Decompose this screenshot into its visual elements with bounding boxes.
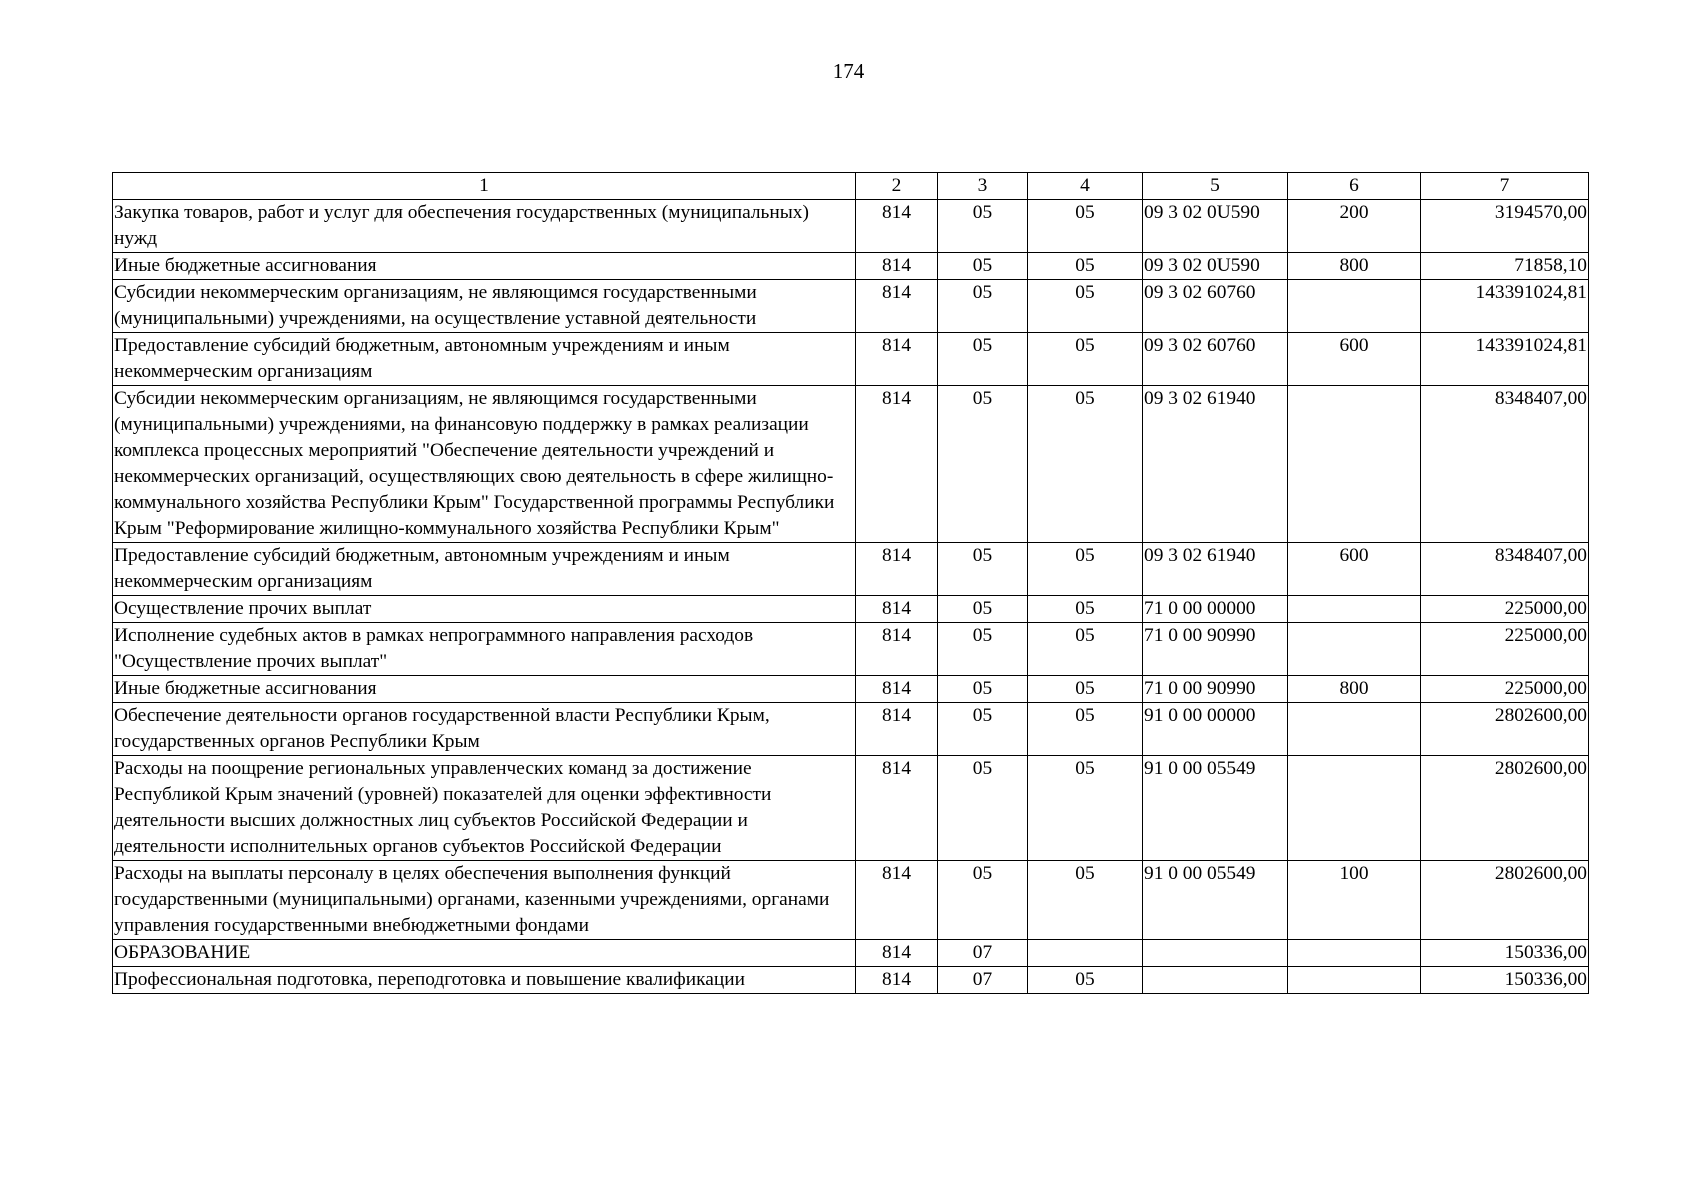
target-article-cell: 91 0 00 00000 <box>1143 703 1288 756</box>
expense-name-cell: Предоставление субсидий бюджетным, автономным учреждениям и иным некоммерческим организациям <box>113 543 856 596</box>
expense-type-cell <box>1288 967 1421 994</box>
expense-name-cell: Закупка товаров, работ и услуг для обеспечения государственных (муниципальных) нужд <box>113 200 856 253</box>
table-row <box>113 596 1589 623</box>
table-row <box>113 543 1589 596</box>
subsection-code-cell: 05 <box>1028 543 1143 596</box>
target-article-cell: 09 3 02 60760 <box>1143 280 1288 333</box>
expense-name-cell: Субсидии некоммерческим организациям, не являющимся государственными (муниципальными) учреждениями, на финансовую поддержку в рамках реализации комплекса процессных мероприятий "Обеспечение деятельности учреждений и некоммерческих организаций, осуществляющих свою деятельность в сфере жилищно-коммунального хозяйства Республики Крым" Государственной программы Республики Крым "Реформирование жилищно-коммунального хозяйства Республики Крым" <box>113 386 856 543</box>
section-code-cell: 07 <box>938 940 1028 967</box>
header-row <box>113 173 1589 200</box>
amount-cell: 2802600,00 <box>1421 756 1589 861</box>
expense-type-cell <box>1288 386 1421 543</box>
expense-type-cell <box>1288 623 1421 676</box>
amount-cell: 150336,00 <box>1421 940 1589 967</box>
header-cell-4: 4 <box>1028 173 1143 200</box>
expense-name-cell: Расходы на выплаты персоналу в целях обеспечения выполнения функций государственными (муниципальными) органами, казенными учреждениями, органами управления государственными внебюджетными фондами <box>113 861 856 940</box>
target-article-cell: 09 3 02 0U590 <box>1143 200 1288 253</box>
budget-table <box>112 172 1589 994</box>
section-code-cell: 05 <box>938 280 1028 333</box>
table-row <box>113 333 1589 386</box>
section-code-cell: 05 <box>938 543 1028 596</box>
expense-type-cell: 200 <box>1288 200 1421 253</box>
amount-cell: 143391024,81 <box>1421 280 1589 333</box>
subsection-code-cell: 05 <box>1028 333 1143 386</box>
expense-name-cell: Предоставление субсидий бюджетным, автономным учреждениям и иным некоммерческим организациям <box>113 333 856 386</box>
expense-name-cell: Осуществление прочих выплат <box>113 596 856 623</box>
table-row <box>113 676 1589 703</box>
table-row <box>113 253 1589 280</box>
expense-type-cell: 800 <box>1288 253 1421 280</box>
ministry-code-cell: 814 <box>856 386 938 543</box>
expense-type-cell: 800 <box>1288 676 1421 703</box>
amount-cell: 71858,10 <box>1421 253 1589 280</box>
section-code-cell: 05 <box>938 596 1028 623</box>
ministry-code-cell: 814 <box>856 200 938 253</box>
header-cell-2: 2 <box>856 173 938 200</box>
amount-cell: 2802600,00 <box>1421 703 1589 756</box>
expense-name-cell: Обеспечение деятельности органов государственной власти Республики Крым, государственных органов Республики Крым <box>113 703 856 756</box>
header-cell-6: 6 <box>1288 173 1421 200</box>
ministry-code-cell: 814 <box>856 333 938 386</box>
expense-type-cell <box>1288 703 1421 756</box>
subsection-code-cell: 05 <box>1028 253 1143 280</box>
amount-cell: 8348407,00 <box>1421 386 1589 543</box>
section-code-cell: 05 <box>938 253 1028 280</box>
target-article-cell <box>1143 967 1288 994</box>
subsection-code-cell: 05 <box>1028 861 1143 940</box>
ministry-code-cell: 814 <box>856 676 938 703</box>
subsection-code-cell: 05 <box>1028 200 1143 253</box>
section-code-cell: 05 <box>938 623 1028 676</box>
expense-type-cell: 600 <box>1288 333 1421 386</box>
table-row <box>113 280 1589 333</box>
ministry-code-cell: 814 <box>856 940 938 967</box>
expense-name-cell: Профессиональная подготовка, переподготовка и повышение квалификации <box>113 967 856 994</box>
expense-type-cell <box>1288 940 1421 967</box>
table-row <box>113 200 1589 253</box>
expense-name-cell: Субсидии некоммерческим организациям, не являющимся государственными (муниципальными) учреждениями, на осуществление уставной деятельности <box>113 280 856 333</box>
target-article-cell: 91 0 00 05549 <box>1143 756 1288 861</box>
target-article-cell: 09 3 02 61940 <box>1143 543 1288 596</box>
ministry-code-cell: 814 <box>856 967 938 994</box>
expense-name-cell: Расходы на поощрение региональных управленческих команд за достижение Республикой Крым значений (уровней) показателей для оценки эффективности деятельности высших должностных лиц субъектов Российской Федерации и деятельности исполнительных органов субъектов Российской Федерации <box>113 756 856 861</box>
section-code-cell: 05 <box>938 333 1028 386</box>
ministry-code-cell: 814 <box>856 596 938 623</box>
ministry-code-cell: 814 <box>856 703 938 756</box>
expense-type-cell: 100 <box>1288 861 1421 940</box>
table-row <box>113 861 1589 940</box>
expense-type-cell <box>1288 756 1421 861</box>
subsection-code-cell: 05 <box>1028 676 1143 703</box>
ministry-code-cell: 814 <box>856 861 938 940</box>
page-number: 174 <box>832 59 865 83</box>
section-code-cell: 05 <box>938 756 1028 861</box>
table-row <box>113 967 1589 994</box>
target-article-cell: 09 3 02 0U590 <box>1143 253 1288 280</box>
subsection-code-cell: 05 <box>1028 280 1143 333</box>
table-row <box>113 623 1589 676</box>
ministry-code-cell: 814 <box>856 253 938 280</box>
table-body <box>113 173 1589 994</box>
section-code-cell: 05 <box>938 703 1028 756</box>
header-cell-7: 7 <box>1421 173 1589 200</box>
header-cell-5: 5 <box>1143 173 1288 200</box>
subsection-code-cell: 05 <box>1028 703 1143 756</box>
section-code-cell: 05 <box>938 861 1028 940</box>
ministry-code-cell: 814 <box>856 543 938 596</box>
expense-type-cell <box>1288 596 1421 623</box>
target-article-cell: 91 0 00 05549 <box>1143 861 1288 940</box>
target-article-cell: 71 0 00 00000 <box>1143 596 1288 623</box>
amount-cell: 3194570,00 <box>1421 200 1589 253</box>
amount-cell: 143391024,81 <box>1421 333 1589 386</box>
ministry-code-cell: 814 <box>856 756 938 861</box>
subsection-code-cell: 05 <box>1028 623 1143 676</box>
expense-type-cell: 600 <box>1288 543 1421 596</box>
section-code-cell: 05 <box>938 200 1028 253</box>
section-code-cell: 05 <box>938 386 1028 543</box>
target-article-cell: 09 3 02 60760 <box>1143 333 1288 386</box>
subsection-code-cell <box>1028 940 1143 967</box>
subsection-code-cell: 05 <box>1028 596 1143 623</box>
section-code-cell: 07 <box>938 967 1028 994</box>
target-article-cell: 09 3 02 61940 <box>1143 386 1288 543</box>
header-cell-3: 3 <box>938 173 1028 200</box>
target-article-cell: 71 0 00 90990 <box>1143 676 1288 703</box>
target-article-cell <box>1143 940 1288 967</box>
table-row <box>113 703 1589 756</box>
expense-name-cell: Иные бюджетные ассигнования <box>113 676 856 703</box>
amount-cell: 225000,00 <box>1421 676 1589 703</box>
table-row <box>113 940 1589 967</box>
subsection-code-cell: 05 <box>1028 756 1143 861</box>
target-article-cell: 71 0 00 90990 <box>1143 623 1288 676</box>
amount-cell: 150336,00 <box>1421 967 1589 994</box>
ministry-code-cell: 814 <box>856 280 938 333</box>
subsection-code-cell: 05 <box>1028 386 1143 543</box>
amount-cell: 2802600,00 <box>1421 861 1589 940</box>
expense-name-cell: ОБРАЗОВАНИЕ <box>113 940 856 967</box>
amount-cell: 225000,00 <box>1421 623 1589 676</box>
ministry-code-cell: 814 <box>856 623 938 676</box>
amount-cell: 225000,00 <box>1421 596 1589 623</box>
table-row <box>113 386 1589 543</box>
subsection-code-cell: 05 <box>1028 967 1143 994</box>
header-cell-1: 1 <box>113 173 856 200</box>
expense-type-cell <box>1288 280 1421 333</box>
expense-name-cell: Иные бюджетные ассигнования <box>113 253 856 280</box>
expense-name-cell: Исполнение судебных актов в рамках непрограммного направления расходов "Осуществление прочих выплат" <box>113 623 856 676</box>
section-code-cell: 05 <box>938 676 1028 703</box>
table-row <box>113 756 1589 861</box>
amount-cell: 8348407,00 <box>1421 543 1589 596</box>
